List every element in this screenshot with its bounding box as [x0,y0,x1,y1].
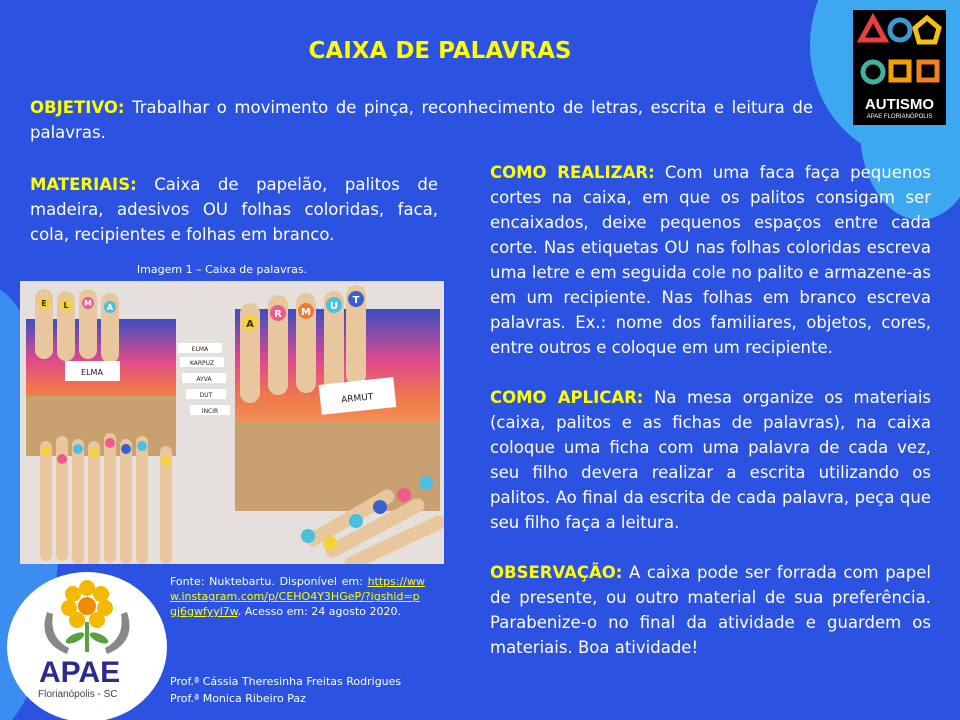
slide-title: CAIXA DE PALAVRAS [308,38,572,64]
stick-letter-right-4: T [352,295,360,306]
objetivo-text: Trabalhar o movimento de pinça, reconhecimento de letras, escrita e leitura de palavras. [30,98,813,142]
como-realizar-paragraph [490,160,931,360]
stick-letter-left-1: L [63,301,69,310]
stick-letter-right-1: R [274,309,282,320]
stick-letter-left-2: M [84,299,92,308]
image-caption: Imagem 1 – Caixa de palavras. [136,263,308,276]
autismo-shapes-icon [853,10,946,96]
como-aplicar-paragraph [490,385,931,535]
fonte-link[interactable]: https://www.instagram.com/p/CEHO4Y3HGeP/?igshid=pgj6gwfyyl7w [170,575,425,618]
photo-illustration [20,281,444,564]
como-realizar-label: COMO REALIZAR: [490,163,655,182]
fonte-citation [170,574,425,619]
objetivo-label: OBJETIVO: [30,98,125,117]
photo-word-box [20,281,444,564]
como-aplicar-label: COMO APLICAR: [490,388,644,407]
stick-letter-right-2: M [301,307,311,318]
author-1: Prof.ª Monica Ribeiro Paz [170,692,306,705]
stick-letter-right-3: U [329,301,339,312]
autismo-logo-text: AUTISMO [864,96,935,113]
word-card-2: AYVA [196,376,212,383]
word-card-1: KARPUZ [189,360,215,367]
card-left: ELMA [81,368,103,377]
card-right: ARMUT [340,392,374,406]
autismo-logo-subtitle: APAE FLORIANÓPOLIS [866,114,933,120]
observacao-text: A caixa pode ser forrada com papel de presente, ou outro material de sua preferência. Parabenize-o no final da atividade e guardem os materiais. Boa atividade! [490,563,931,657]
stick-letter-left-3: A [106,303,114,312]
apae-logo-subtitle: Florianópolis - SC [38,689,118,700]
fonte-prefix: Fonte: Nuktebartu. Disponível em: [170,575,368,588]
materiais-text: Caixa de papelão, palitos de madeira, adesivos OU folhas coloridas, faca, cola, recipientes e folhas em branco. [30,175,438,244]
apae-logo-text: APAE [39,656,121,689]
como-aplicar-text: Na mesa organize os materiais (caixa, palitos e as fichas de palavras), na caixa coloque uma ficha com uma palavra de cada vez, seu filho devera realizar a escrita utilizando os palitos. Ao final da escrita de cada palavra, peça que seu filho faça a leitura. [490,388,931,532]
autismo-logo [853,10,946,125]
stick-letter-right-0: A [246,319,254,330]
materiais-label: MATERIAIS: [30,175,137,194]
word-card-4: INCIR [201,408,219,415]
observacao-paragraph [490,560,931,660]
materiais-paragraph [30,172,438,247]
authors [170,673,440,707]
word-card-0: ELMA [191,346,209,353]
objetivo-paragraph [30,95,813,145]
como-realizar-text: Com uma faca faça pequenos cortes na caixa, em que os palitos consigam ser encaixados, deixe pequenos espaços entre cada corte. Nas etiquetas OU nas folhas coloridas escreva uma letre e em seguida cole no palito e armazene-as em um recipiente. Nas folhas em branco escreva palavras. Ex.: nome dos familiares, objetos, cores, entre outros e coloque em um recipiente. [490,163,931,357]
author-0: Prof.ª Cássia Theresinha Freitas Rodrigues [170,675,402,688]
fonte-suffix: . Acesso em: 24 agosto 2020. [237,605,401,618]
instructions-column [490,160,931,685]
observacao-label: OBSERVAÇÃO: [490,563,623,582]
stick-letter-left-0: E [41,299,47,308]
word-card-3: DUT [199,392,213,399]
